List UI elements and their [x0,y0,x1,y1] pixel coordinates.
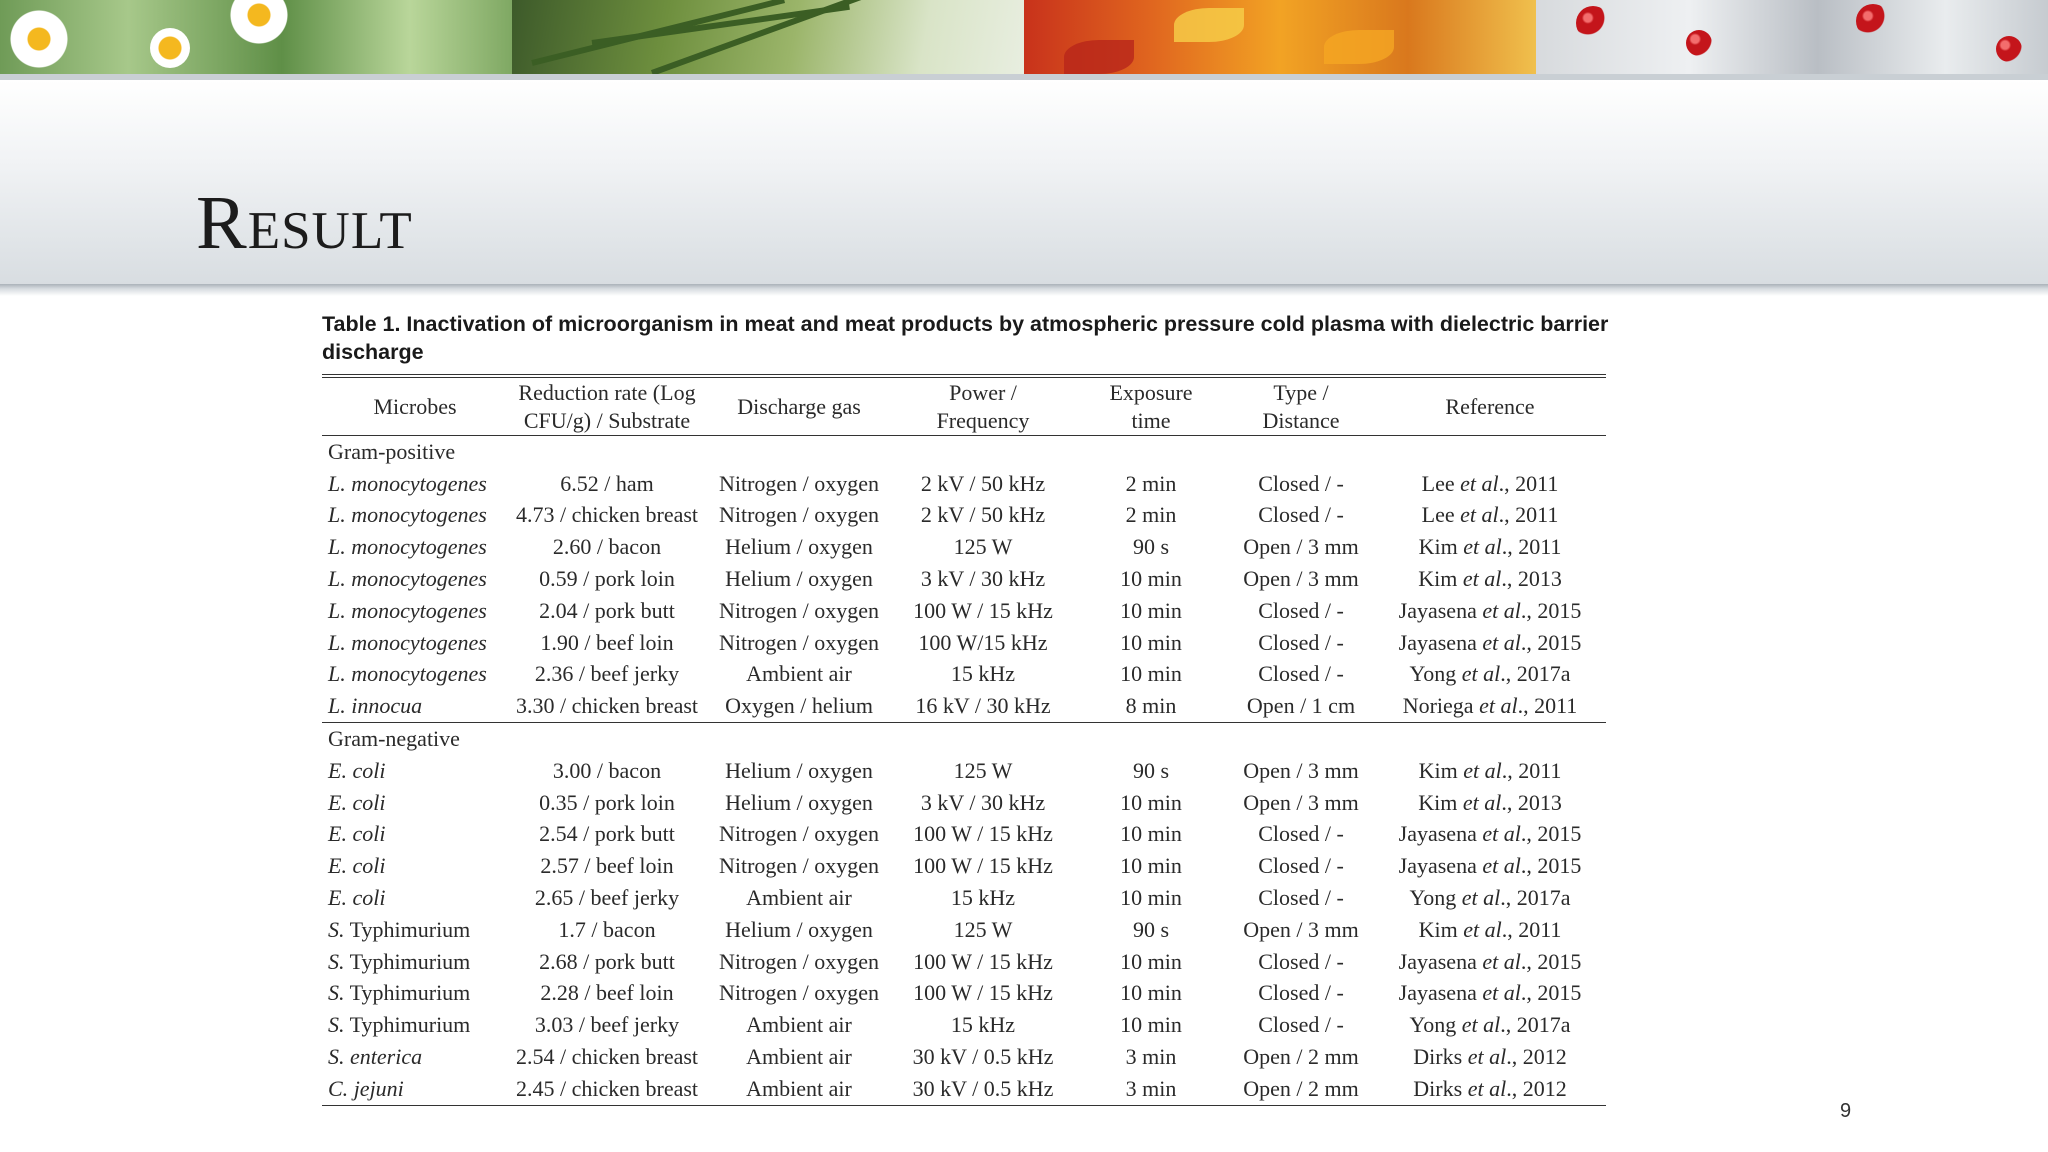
reference-author: Jayasena [1398,853,1477,879]
reference-author: Jayasena [1398,597,1477,623]
slide-title: Result [196,181,413,265]
table-row [322,627,1606,659]
table-caption: Table 1. Inactivation of microorganism in meat and meat products by atmospheric pressure cold plasma with dielectric barrier discharge [322,312,1609,364]
red-berry-icon [1686,30,1712,56]
type-cell: Closed / - [1258,821,1344,847]
microbe-species: coli [352,789,386,815]
gas-cell: Helium / oxygen [725,566,873,592]
reference-cell [1374,1041,1606,1073]
daisy-flower-icon [10,10,68,68]
time-cell: 10 min [1120,597,1182,623]
time-cell: 10 min [1120,948,1182,974]
microbe-species: monocytogenes [351,661,487,687]
microbe-cell [322,946,508,978]
time-cell: 3 min [1125,1044,1177,1070]
reference-etal: et al [1463,757,1502,783]
table-row [322,1009,1606,1041]
reference-year: ., 2017a [1500,1012,1571,1038]
power-cell: 3 kV / 30 kHz [920,789,1046,815]
reduction-cell: 2.57 / beef loin [540,853,674,879]
column-header [508,376,706,436]
reference-author: Yong [1409,1012,1457,1038]
microbe-species: Typhimurium [349,1012,471,1038]
time-cell: 10 min [1120,789,1182,815]
power-cell: 15 kHz [950,885,1016,911]
column-header [1374,376,1606,436]
reference-year: ., 2015 [1520,597,1582,623]
type-cell: Closed / - [1258,948,1344,974]
microbe-species: jejuni [353,1075,404,1101]
time-cell: 2 min [1125,470,1177,496]
microbe-species: monocytogenes [351,502,487,528]
palm-frond-icon [592,4,850,46]
palm-frond-icon [651,0,897,74]
reference-year: ., 2011 [1501,757,1562,783]
type-cell: Closed / - [1258,1012,1344,1038]
gas-cell: Nitrogen / oxygen [718,853,880,879]
red-berry-icon [1576,6,1610,40]
microbe-cell [322,659,508,691]
type-cell: Open / 3 mm [1243,789,1359,815]
autumn-leaf-icon [1174,8,1244,42]
microbe-genus: S. [328,1012,345,1038]
reference-author: Lee [1421,502,1455,528]
power-cell: 100 W / 15 kHz [913,597,1053,623]
gas-cell: Nitrogen / oxygen [718,821,880,847]
type-cell: Open / 2 mm [1243,1044,1359,1070]
reference-etal: et al [1482,948,1521,974]
autumn-leaf-icon [1064,40,1134,74]
reference-author: Kim [1418,534,1458,560]
reference-cell [1374,690,1606,722]
reduction-cell: 2.36 / beef jerky [534,661,680,687]
table-row [322,659,1606,691]
column-header-line: Discharge gas [737,393,861,419]
reference-year: ., 2017a [1500,885,1571,911]
type-cell: Open / 3 mm [1243,757,1359,783]
power-cell: 100 W / 15 kHz [913,980,1053,1006]
reference-year: ., 2012 [1506,1075,1567,1101]
time-cell: 10 min [1120,821,1182,847]
microbe-cell [322,563,508,595]
reference-year: ., 2015 [1520,853,1582,879]
reduction-cell: 3.30 / chicken breast [515,693,699,719]
results-table [322,374,1606,1106]
reduction-cell: 2.60 / bacon [552,534,662,560]
reference-author: Kim [1418,916,1458,942]
reduction-cell: 2.65 / beef jerky [534,885,680,911]
reference-author: Dirks [1413,1044,1463,1070]
microbe-species: Typhimurium [349,948,471,974]
table-row [322,1073,1606,1105]
microbe-species: coli [352,885,386,911]
column-header-line: time [1131,407,1171,433]
gas-cell: Nitrogen / oxygen [718,597,880,623]
gas-cell: Helium / oxygen [725,534,873,560]
page-number: 9 [1840,1100,1852,1122]
reference-author: Jayasena [1398,821,1477,847]
power-cell: 30 kV / 0.5 kHz [892,1073,1074,1105]
power-cell: 100 W / 15 kHz [913,948,1053,974]
microbe-species: monocytogenes [351,597,487,623]
reference-author: Noriega [1402,693,1474,719]
microbe-cell [322,500,508,532]
microbe-genus: L. [328,629,346,655]
gas-cell: Nitrogen / oxygen [718,948,880,974]
reference-author: Yong [1409,661,1457,687]
type-cell: Open / 3 mm [1243,566,1359,592]
type-cell: Open / 2 mm [1228,1073,1374,1105]
gas-cell: Nitrogen / oxygen [718,470,880,496]
gas-cell: Oxygen / helium [725,693,873,719]
type-cell: Closed / - [1258,885,1344,911]
microbe-genus: L. [328,566,346,592]
column-header-line: CFU/g) / Substrate [523,407,691,433]
table-row [322,787,1606,819]
microbe-species: coli [352,757,386,783]
time-cell: 90 s [1132,757,1170,783]
microbe-genus: E. [328,885,347,911]
microbe-cell [322,1009,508,1041]
group-row [322,436,1606,468]
table-row [322,978,1606,1010]
reference-etal: et al [1462,566,1502,592]
microbe-genus: C. [328,1075,349,1101]
reference-author: Dirks [1413,1075,1463,1101]
table-row [322,690,1606,722]
seasonal-banner [0,0,2048,74]
table-row [322,468,1606,500]
reference-cell [1374,914,1606,946]
reference-etal: et al [1463,916,1502,942]
time-cell: 90 s [1132,534,1170,560]
microbe-cell [322,1073,508,1105]
time-cell: 8 min [1125,693,1177,719]
microbe-genus: S. [328,948,345,974]
autumn-leaf-icon [1324,30,1394,64]
reference-author: Jayasena [1398,948,1477,974]
gas-cell: Ambient air [746,885,852,911]
reference-year: ., 2011 [1501,916,1562,942]
table-row [322,755,1606,787]
power-cell: 100 W / 15 kHz [913,821,1053,847]
microbe-cell [322,882,508,914]
microbe-genus: S. [328,1044,345,1070]
microbe-genus: E. [328,853,347,879]
type-cell: Closed / - [1258,853,1344,879]
power-cell: 16 kV / 30 kHz [915,693,1051,719]
reduction-cell: 2.45 / chicken breast [508,1073,706,1105]
microbe-cell [322,595,508,627]
microbe-genus: S. [328,980,345,1006]
banner-spring-daisies [0,0,512,74]
reference-etal: et al [1482,980,1521,1006]
reference-cell [1374,659,1606,691]
reduction-cell: 1.7 / bacon [558,916,656,942]
table-row [322,946,1606,978]
microbe-cell [322,531,508,563]
banner-winter-berries [1536,0,2048,74]
column-header-line: Power / [949,379,1017,405]
reference-year: ., 2013 [1501,789,1562,815]
reduction-cell: 0.35 / pork loin [539,789,675,815]
reference-cell [1374,978,1606,1010]
column-header [1074,376,1228,436]
reference-year: ., 2015 [1520,948,1582,974]
reference-etal: et al [1460,502,1499,528]
table-row [322,531,1606,563]
reference-author: Jayasena [1398,980,1477,1006]
microbe-species: monocytogenes [351,629,487,655]
gas-cell: Ambient air [746,661,852,687]
column-header [322,376,508,436]
time-cell: 10 min [1120,853,1182,879]
reference-author: Kim [1418,757,1458,783]
reference-author: Kim [1418,789,1458,815]
table-row [322,850,1606,882]
type-cell: Closed / - [1258,629,1344,655]
table-row [322,819,1606,851]
reference-cell [1374,468,1606,500]
power-cell: 3 kV / 30 kHz [920,566,1046,592]
time-cell: 2 min [1125,502,1177,528]
column-header-line: Exposure [1109,379,1193,405]
reduction-cell: 2.04 / pork butt [539,597,675,623]
reference-etal: et al [1482,629,1521,655]
microbe-genus: L. [328,534,346,560]
gas-cell: Ambient air [706,1073,892,1105]
reference-author: Yong [1409,885,1457,911]
microbe-species: coli [352,853,386,879]
reference-etal: et al [1482,853,1521,879]
microbe-species: innocua [351,693,423,719]
table-row [322,563,1606,595]
microbe-species: coli [352,821,386,847]
microbe-genus: E. [328,821,347,847]
banner-summer-palm [512,0,1024,74]
power-cell: 100 W/15 kHz [918,629,1048,655]
reference-year: ., 2015 [1520,980,1582,1006]
reference-etal: et al [1460,470,1499,496]
reference-etal: et al [1461,1012,1501,1038]
microbe-cell [322,1041,508,1073]
reference-etal: et al [1462,789,1502,815]
reference-year: ., 2015 [1520,821,1582,847]
gas-cell: Helium / oxygen [725,757,873,783]
gas-cell: Helium / oxygen [725,789,873,815]
reference-cell [1374,563,1606,595]
reference-etal: et al [1461,661,1501,687]
reduction-cell: 4.73 / chicken breast [515,502,699,528]
column-header [706,376,892,436]
gas-cell: Nitrogen / oxygen [718,629,880,655]
reference-etal: et al [1467,1075,1507,1101]
reference-cell [1374,755,1606,787]
gas-cell: Ambient air [746,1044,852,1070]
microbe-cell [322,468,508,500]
microbe-genus: L. [328,470,346,496]
reference-year: ., 2011 [1498,502,1559,528]
reference-cell [1374,627,1606,659]
reference-cell [1374,595,1606,627]
power-cell: 125 W [953,757,1013,783]
time-cell: 10 min [1120,1012,1182,1038]
time-cell: 10 min [1120,885,1182,911]
reference-cell [1374,1073,1606,1105]
reference-etal: et al [1479,693,1518,719]
reduction-cell: 2.28 / beef loin [540,980,674,1006]
reference-cell [1374,850,1606,882]
microbe-genus: L. [328,502,346,528]
column-header-line: Frequency [936,407,1030,433]
microbe-cell [322,978,508,1010]
column-header-line: Reduction rate (Log [518,379,696,405]
column-header-line: Reference [1445,393,1535,419]
microbe-species: monocytogenes [351,470,487,496]
microbe-cell [322,787,508,819]
reduction-cell: 2.68 / pork butt [539,948,675,974]
reference-year: ., 2015 [1520,629,1582,655]
reference-etal: et al [1482,821,1521,847]
daisy-flower-icon [150,28,190,68]
gas-cell: Nitrogen / oxygen [718,502,880,528]
table-row [322,882,1606,914]
time-cell: 90 s [1132,916,1170,942]
gas-cell: Ambient air [746,1012,852,1038]
power-cell: 100 W / 15 kHz [913,853,1053,879]
microbe-species: monocytogenes [351,566,487,592]
column-header-line: Distance [1262,407,1340,433]
power-cell: 2 kV / 50 kHz [920,502,1046,528]
microbe-genus: L. [328,693,346,719]
reference-cell [1374,882,1606,914]
time-cell: 10 min [1120,566,1182,592]
type-cell: Closed / - [1258,980,1344,1006]
microbe-genus: E. [328,757,347,783]
microbe-genus: L. [328,661,346,687]
time-cell: 10 min [1120,980,1182,1006]
reference-year: ., 2017a [1500,661,1571,687]
table-row [322,595,1606,627]
microbe-cell [322,755,508,787]
gas-cell: Helium / oxygen [725,916,873,942]
reference-year: ., 2011 [1517,693,1578,719]
microbe-cell [322,690,508,722]
reference-cell [1374,787,1606,819]
time-cell: 3 min [1074,1073,1228,1105]
reduction-cell: 2.54 / pork butt [539,821,675,847]
reduction-cell: 1.90 / beef loin [540,629,674,655]
reference-etal: et al [1482,597,1521,623]
type-cell: Closed / - [1258,597,1344,623]
table-row [322,500,1606,532]
microbe-species: monocytogenes [351,534,487,560]
daisy-flower-icon [230,0,288,44]
reference-author: Kim [1418,566,1458,592]
type-cell: Closed / - [1258,470,1344,496]
red-berry-icon [1856,4,1890,38]
column-header-line: Microbes [373,393,457,419]
group-row [322,723,1606,755]
column-header-line: Type / [1273,379,1329,405]
table-row [322,1041,1606,1073]
power-cell: 125 W [953,916,1013,942]
power-cell: 125 W [953,534,1013,560]
power-cell: 15 kHz [950,1012,1016,1038]
reduction-cell: 3.00 / bacon [552,757,662,783]
power-cell: 15 kHz [950,661,1016,687]
reference-year: ., 2011 [1501,534,1562,560]
title-divider [0,284,2048,296]
reference-etal: et al [1461,885,1501,911]
power-cell: 2 kV / 50 kHz [920,470,1046,496]
reduction-cell: 6.52 / ham [560,470,654,496]
power-cell: 30 kV / 0.5 kHz [912,1044,1054,1070]
gas-cell: Nitrogen / oxygen [718,980,880,1006]
type-cell: Open / 3 mm [1243,534,1359,560]
group-label: Gram-negative [322,723,1606,755]
reference-cell [1374,946,1606,978]
microbe-cell [322,627,508,659]
time-cell: 10 min [1120,661,1182,687]
reference-year: ., 2012 [1506,1044,1567,1070]
reference-cell [1374,1009,1606,1041]
reference-year: ., 2011 [1498,470,1559,496]
type-cell: Open / 3 mm [1243,916,1359,942]
microbe-species: Typhimurium [349,980,471,1006]
reduction-cell: 3.03 / beef jerky [534,1012,680,1038]
microbe-genus: L. [328,597,346,623]
reference-cell [1374,531,1606,563]
type-cell: Closed / - [1258,661,1344,687]
reference-author: Jayasena [1398,629,1477,655]
microbe-species: Typhimurium [349,916,471,942]
table-figure [310,296,1626,1116]
microbe-species: enterica [350,1044,423,1070]
type-cell: Closed / - [1258,502,1344,528]
column-header [1228,376,1374,436]
reference-author: Lee [1421,470,1455,496]
reduction-cell: 2.54 / chicken breast [515,1044,699,1070]
group-label: Gram-positive [328,438,456,464]
time-cell: 10 min [1120,629,1182,655]
reduction-cell: 0.59 / pork loin [539,566,675,592]
microbe-cell [322,819,508,851]
reference-year: ., 2013 [1501,566,1562,592]
reference-etal: et al [1463,534,1502,560]
column-header [892,376,1074,436]
type-cell: Open / 1 cm [1246,693,1356,719]
banner-autumn-leaves [1024,0,1536,74]
microbe-genus: S. [328,916,345,942]
table-row [322,914,1606,946]
table-header-row [322,376,1606,436]
microbe-genus: E. [328,789,347,815]
red-berry-icon [1996,36,2022,62]
microbe-cell [322,850,508,882]
microbe-cell [322,914,508,946]
reference-cell [1374,500,1606,532]
reference-cell [1374,819,1606,851]
reference-etal: et al [1467,1044,1507,1070]
